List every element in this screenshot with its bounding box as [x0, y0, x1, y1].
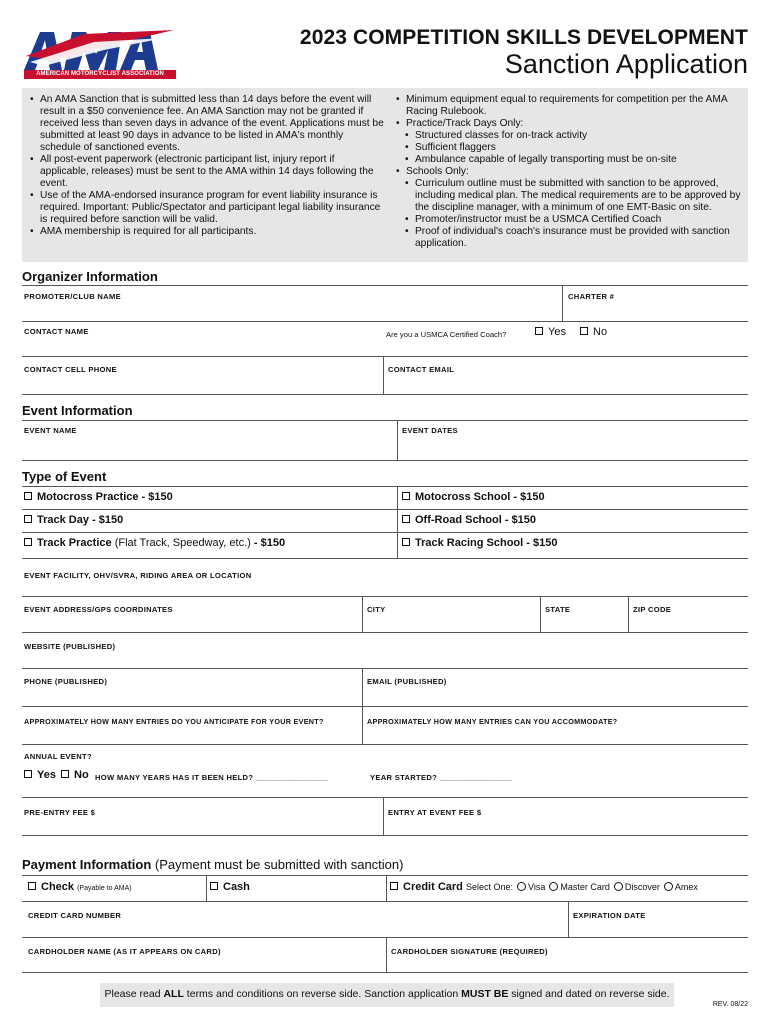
divider: [22, 509, 748, 510]
accommodate-label[interactable]: APPROXIMATELY HOW MANY ENTRIES CAN YOU ACCOMMODATE?: [367, 717, 618, 726]
option-price: - $150: [253, 537, 286, 549]
event-name-label[interactable]: EVENT NAME: [24, 426, 77, 435]
requirements-right: [396, 94, 746, 250]
divider: [397, 420, 398, 460]
checkbox-icon[interactable]: [390, 882, 398, 890]
requirements-panel: [22, 88, 748, 262]
divider: [397, 486, 398, 558]
divider: [362, 668, 363, 706]
divider: [22, 394, 748, 395]
option-label: Track Day - $150: [37, 514, 124, 526]
cardholder-signature-label[interactable]: CARDHOLDER SIGNATURE (REQUIRED): [391, 947, 548, 956]
footer-notice: [100, 983, 674, 1007]
checkbox-icon[interactable]: [402, 538, 410, 546]
pay-cash-option[interactable]: [210, 881, 250, 893]
track-racing-school-option[interactable]: [402, 537, 557, 549]
checkbox-icon[interactable]: [28, 882, 36, 890]
radio-icon[interactable]: [614, 882, 623, 891]
divider: [383, 797, 384, 835]
divider: [22, 835, 748, 836]
divider: [562, 285, 563, 321]
cell-phone-label[interactable]: CONTACT CELL PHONE: [24, 365, 117, 374]
option-note: (Flat Track, Speedway, etc.): [114, 537, 251, 549]
divider: [386, 875, 387, 901]
divider: [22, 706, 748, 707]
checkbox-icon[interactable]: [24, 515, 32, 523]
requirement-item: • Practice/Track Days Only:: [396, 118, 746, 130]
divider: [383, 356, 384, 394]
contact-email-label[interactable]: CONTACT EMAIL: [388, 365, 455, 374]
checkbox-icon[interactable]: [535, 327, 543, 335]
requirement-subitem: • Promoter/instructor must be a USMCA Certified Coach: [396, 214, 746, 226]
option-label: Motocross Practice - $150: [37, 491, 173, 503]
divider: [206, 875, 207, 901]
pay-credit-option[interactable]: [390, 881, 698, 893]
divider: [628, 596, 629, 632]
usmca-yes-option[interactable]: [535, 326, 566, 338]
no-label: No: [74, 769, 89, 781]
option-label: Off-Road School - $150: [415, 514, 537, 526]
no-label: No: [593, 326, 608, 338]
page-title: 2023 COMPETITION SKILLS DEVELOPMENT: [299, 26, 748, 49]
payment-heading-text: Payment Information: [22, 857, 152, 872]
annual-label: ANNUAL EVENT?: [24, 752, 92, 761]
divider: [22, 460, 748, 461]
requirement-subitem: • Proof of individual's coach's insurance must be provided with sanction application.: [396, 226, 746, 250]
divider: [22, 744, 748, 745]
yes-label: Yes: [37, 769, 56, 781]
divider: [22, 937, 748, 938]
years-held-field[interactable]: HOW MANY YEARS HAS IT BEEN HELD? ________________: [95, 773, 329, 782]
divider: [22, 972, 748, 973]
divider: [22, 668, 748, 669]
checkbox-icon[interactable]: [402, 492, 410, 500]
website-label[interactable]: WEBSITE (PUBLISHED): [24, 642, 116, 651]
checkbox-icon[interactable]: [24, 492, 32, 500]
zip-label[interactable]: ZIP CODE: [633, 605, 672, 614]
divider: [22, 486, 748, 487]
divider: [540, 596, 541, 632]
radio-icon[interactable]: [549, 882, 558, 891]
expiration-label[interactable]: EXPIRATION DATE: [573, 911, 646, 920]
discover-label: Discover: [624, 882, 660, 892]
divider: [386, 937, 387, 972]
usmca-no-option[interactable]: [580, 326, 607, 338]
select-one-label: Select One:: [465, 882, 513, 892]
offroad-school-option[interactable]: [402, 514, 536, 526]
footer-text: terms and conditions on reverse side. Sanction application: [183, 988, 462, 1000]
type-heading: Type of Event: [22, 469, 107, 484]
divider: [22, 632, 748, 633]
requirement-subitem: • Structured classes for on-track activity: [396, 130, 746, 142]
pre-entry-fee-label[interactable]: PRE-ENTRY FEE $: [24, 808, 96, 817]
divider: [22, 321, 748, 322]
payment-heading-note: (Payment must be submitted with sanction): [154, 857, 404, 872]
divider: [22, 532, 748, 533]
event-heading: Event Information: [22, 403, 133, 418]
requirement-item: • An AMA Sanction that is submitted less than 14 days before the event will result in a $50 convenience fee. An AMA Sanction may not be granted if received less than seven days in advance of the event. Applications must be submitted at least 90 days in advance to be listed in AMA's monthly schedule of sanctioned events.: [30, 94, 385, 154]
checkbox-icon[interactable]: [24, 538, 32, 546]
footer-text: signed and dated on reverse side.: [508, 988, 670, 1000]
requirement-item: • AMA membership is required for all participants.: [30, 226, 385, 238]
checkbox-icon[interactable]: [24, 770, 32, 778]
requirement-subitem: • Ambulance capable of legally transporting must be on-site: [396, 154, 746, 166]
divider: [22, 797, 748, 798]
payment-heading: [22, 857, 403, 872]
pay-check-option[interactable]: [28, 881, 132, 893]
year-started-field[interactable]: YEAR STARTED? ________________: [370, 773, 512, 782]
divider: [22, 875, 748, 876]
state-label[interactable]: STATE: [545, 605, 571, 614]
annual-yes-option[interactable]: [24, 769, 56, 781]
track-practice-option[interactable]: [24, 537, 285, 549]
usmca-question: Are you a USMCA Certified Coach?: [386, 330, 507, 339]
checkbox-icon[interactable]: [402, 515, 410, 523]
footer-text-bold: ALL: [163, 988, 184, 1000]
radio-icon[interactable]: [664, 882, 673, 891]
organizer-heading: Organizer Information: [22, 269, 158, 284]
divider: [362, 596, 363, 632]
requirement-item: • Use of the AMA-endorsed insurance program for event liability insurance is required. Important: Public/Spectator and participant legal liability insurance is required before sanction will be valid.: [30, 190, 385, 226]
card-number-label[interactable]: CREDIT CARD NUMBER: [28, 911, 122, 920]
option-label: Cash: [223, 881, 250, 893]
requirement-subitem: • Sufficient flaggers: [396, 142, 746, 154]
facility-label[interactable]: EVENT FACILITY, OHV/SVRA, RIDING AREA OR LOCATION: [24, 571, 252, 580]
option-label: Track Racing School - $150: [415, 537, 558, 549]
divider: [22, 901, 748, 902]
annual-no-option[interactable]: [61, 769, 89, 781]
option-label: Track Practice: [37, 537, 112, 549]
divider: [22, 558, 748, 559]
divider: [22, 420, 748, 421]
entry-at-event-label[interactable]: ENTRY AT EVENT FEE $: [388, 808, 482, 817]
phone-published-label[interactable]: PHONE (PUBLISHED): [24, 677, 108, 686]
checkbox-icon[interactable]: [210, 882, 218, 890]
visa-label: Visa: [528, 882, 546, 892]
option-note: (Payable to AMA): [77, 885, 132, 892]
divider: [22, 356, 748, 357]
email-published-label[interactable]: EMAIL (PUBLISHED): [367, 677, 447, 686]
revision-label: REV. 08/22: [712, 1001, 748, 1008]
contact-name-label[interactable]: CONTACT NAME: [24, 327, 89, 336]
option-label: Credit Card: [403, 881, 463, 893]
requirement-item: • Schools Only:: [396, 166, 746, 178]
footer-text-bold: MUST BE: [461, 988, 509, 1000]
anticipate-label[interactable]: APPROXIMATELY HOW MANY ENTRIES DO YOU ANTICIPATE FOR YOUR EVENT?: [24, 717, 324, 726]
logo-caption: AMERICAN MOTORCYCLIST ASSOCIATION: [24, 70, 176, 79]
cardholder-name-label[interactable]: CARDHOLDER NAME (AS IT APPEARS ON CARD): [28, 947, 221, 956]
radio-icon[interactable]: [517, 882, 526, 891]
divider: [362, 706, 363, 744]
mx-school-option[interactable]: [402, 491, 545, 503]
track-day-option[interactable]: [24, 514, 123, 526]
promoter-label[interactable]: PROMOTER/CLUB NAME: [24, 292, 121, 301]
event-dates-label[interactable]: EVENT DATES: [402, 426, 458, 435]
requirement-item: • Minimum equipment equal to requirements for competition per the AMA Racing Rulebook.: [396, 94, 746, 118]
divider: [22, 596, 748, 597]
option-label: Motocross School - $150: [415, 491, 545, 503]
checkbox-icon[interactable]: [61, 770, 69, 778]
requirement-item: • All post-event paperwork (electronic participant list, injury report if applicable, releases) must be sent to the AMA within 14 days following the event.: [30, 154, 385, 190]
checkbox-icon[interactable]: [580, 327, 588, 335]
yes-label: Yes: [548, 326, 566, 338]
option-label: Check: [41, 881, 75, 893]
mx-practice-option[interactable]: [24, 491, 173, 503]
page-subtitle: Sanction Application: [504, 49, 748, 79]
amex-label: Amex: [674, 882, 698, 892]
address-label[interactable]: EVENT ADDRESS/GPS COORDINATES: [24, 605, 173, 614]
divider: [22, 285, 748, 286]
charter-label[interactable]: CHARTER #: [568, 292, 615, 301]
footer-text: Please read: [104, 988, 164, 1000]
requirement-subitem: • Curriculum outline must be submitted with sanction to be approved, including medical plan. The medical requirements are to be approved by the discipline manager, with a minimum of one EMT-Basic on site.: [396, 178, 746, 214]
divider: [568, 901, 569, 937]
requirements-left: [30, 94, 385, 238]
city-label[interactable]: CITY: [367, 605, 386, 614]
mastercard-label: Master Card: [560, 882, 610, 892]
